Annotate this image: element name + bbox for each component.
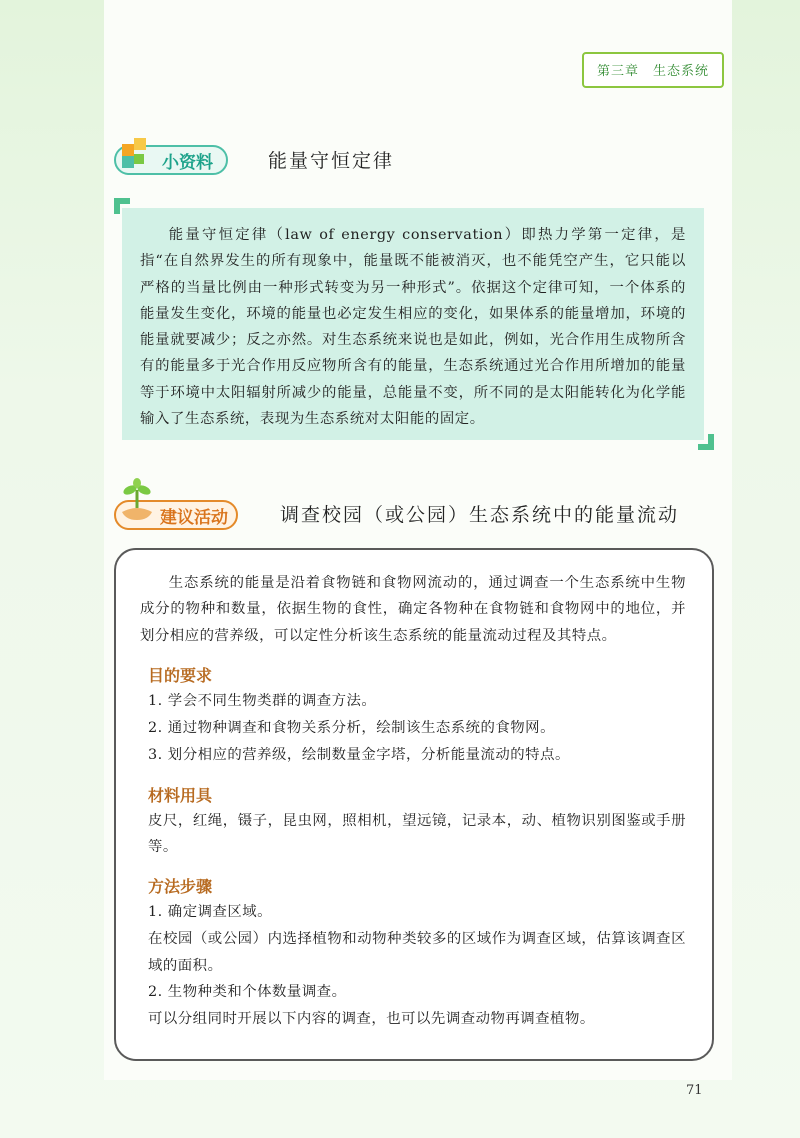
- chapter-label: 第三章 生态系统: [596, 64, 709, 79]
- info-box: [122, 208, 704, 440]
- activity-box: [114, 548, 714, 1061]
- purpose-heading: 目的要求: [148, 665, 213, 685]
- materials-heading: 材料用具: [148, 785, 213, 805]
- info-title: 能量守恒定律: [268, 150, 395, 172]
- step-line: 2. 生物种类和个体数量调查。: [148, 984, 347, 1001]
- page-number: 71: [686, 1083, 703, 1098]
- purpose-item: 1. 学会不同生物类群的调查方法。: [148, 692, 377, 709]
- sprout-icon: [118, 478, 156, 522]
- step-line: 1. 确定调查区域。: [148, 904, 273, 921]
- step-line: 在校园（或公园）内选择植物和动物种类较多的区域作为调查区域，估算该调查区域的面积。: [148, 931, 686, 974]
- steps-heading: 方法步骤: [148, 877, 213, 897]
- info-paragraph: 能量守恒定律（law of energy conservation）即热力学第一定律，是指“在自然界发生的所有现象中，能量既不能被消灭，也不能凭空产生，它只能以严格的当量比例由一种形式转变为另一种形式”。依据这个定律可知，一个体系的能量发生变化，环境的能量也必定发生相应的变化，如果体系的能量增加，环境的能量就要减少；反之亦然。对生态系统来说也是如此，例如，光合作用生成物所含有的能量多于光合作用反应物所含有的能量，生态系统通过光合作用所增加的能量等于环境中太阳辐射所减少的能量，总能量不变，所不同的是太阳能转化为化学能输入了生态系统，表现为生态系统对太阳能的固定。: [140, 227, 686, 428]
- purpose-item: 2. 通过物种调查和食物关系分析，绘制该生态系统的食物网。: [148, 719, 555, 736]
- step-line: 可以分组同时开展以下内容的调查，也可以先调查动物再调查植物。: [148, 1011, 595, 1028]
- activity-title: 调查校园（或公园）生态系统中的能量流动: [280, 504, 680, 526]
- activity-intro: 生态系统的能量是沿着食物链和食物网流动的，通过调查一个生态系统中生物成分的物种和数量，依据生物的食性，确定各物种在食物链和食物网中的地位，并划分相应的营养级，可以定性分析该生态系统的能量流动过程及其特点。: [140, 575, 686, 644]
- corner-mark-bottom-right-vertical: [708, 434, 714, 450]
- info-badge-label: 小资料: [162, 153, 213, 173]
- materials-text: 皮尺，红绳，镊子，昆虫网，照相机，望远镜，记录本，动、植物识别图鉴或手册等。: [148, 812, 686, 856]
- corner-mark-top-left-vertical: [114, 198, 120, 214]
- activity-badge-label: 建议活动: [160, 508, 228, 528]
- puzzle-icon: [118, 132, 158, 172]
- purpose-item: 3. 划分相应的营养级，绘制数量金字塔，分析能量流动的特点。: [148, 746, 570, 763]
